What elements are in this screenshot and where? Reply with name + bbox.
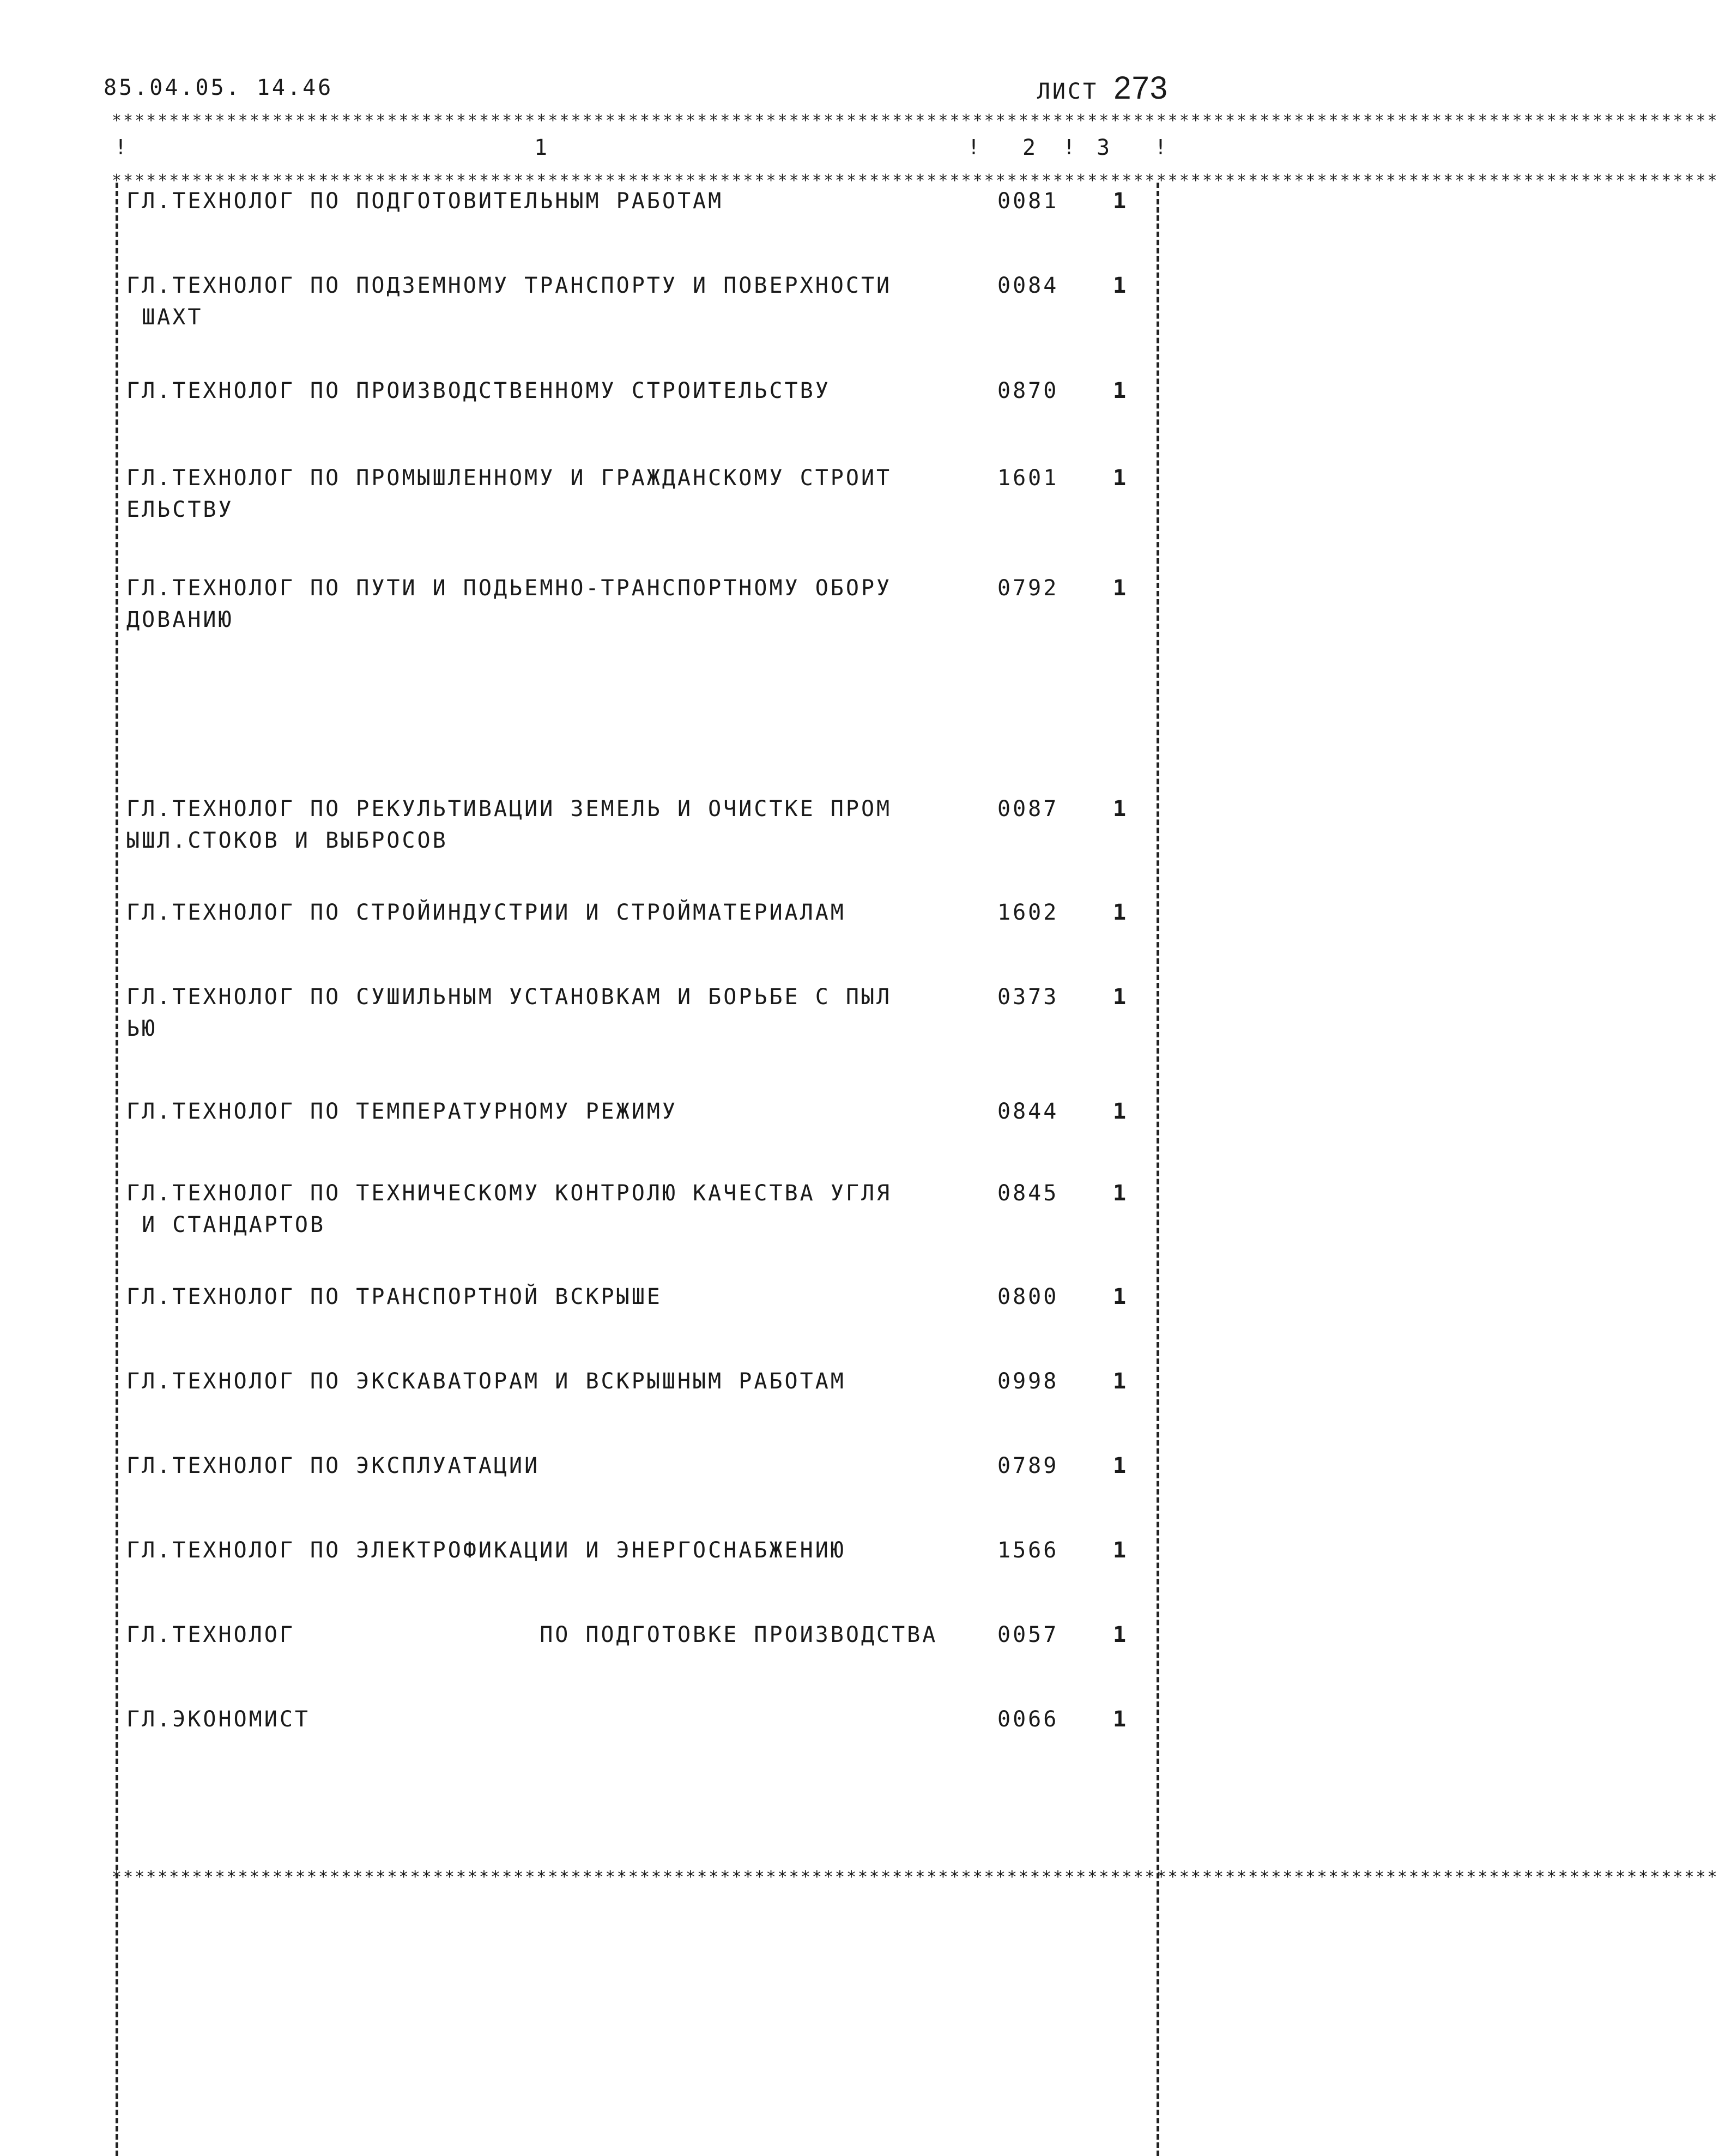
position-name: ГЛ.ТЕХНОЛОГ ПО СТРОЙИНДУСТРИИ И СТРОЙМАТЕРИАЛАМ <box>126 900 846 925</box>
position-code: 1602 <box>997 900 1059 925</box>
column-header-3: 3 <box>1097 135 1110 160</box>
position-code: 0066 <box>997 1707 1059 1732</box>
header-separator-col3: ! <box>1063 135 1075 159</box>
position-name: ГЛ.ТЕХНОЛОГ ПО ТЕМПЕРАТУРНОМУ РЕЖИМУ <box>126 1099 677 1124</box>
position-code: 0057 <box>997 1622 1059 1647</box>
position-name: ГЛ.ТЕХНОЛОГ ПО ЭКСПЛУАТАЦИИ <box>126 1453 540 1478</box>
position-code: 0373 <box>997 985 1059 1010</box>
position-quantity: 1 <box>1113 576 1127 601</box>
position-name: ГЛ.ТЕХНОЛОГ ПО ПОДЗЕМНОМУ ТРАНСПОРТУ И ПОВЕРХНОСТИ ШАХТ <box>126 273 892 330</box>
position-code: 0087 <box>997 796 1059 822</box>
position-name: ГЛ.ЭКОНОМИСТ <box>126 1707 310 1732</box>
position-name: ГЛ.ТЕХНОЛОГ ПО ПРОМЫШЛЕННОМУ И ГРАЖДАНСКОМУ СТРОИТ ЕЛЬСТВУ <box>126 466 892 522</box>
position-quantity: 1 <box>1113 1538 1127 1563</box>
position-code: 0792 <box>997 576 1059 601</box>
position-name: ГЛ.ТЕХНОЛОГ ПО ЭКСКАВАТОРАМ И ВСКРЫШНЫМ РАБОТАМ <box>126 1369 846 1394</box>
position-name: ГЛ.ТЕХНОЛОГ ПО ПРОИЗВОДСТВЕННОМУ СТРОИТЕЛЬСТВУ <box>126 378 831 403</box>
position-name: ГЛ.ТЕХНОЛОГ ПО ПУТИ И ПОДЬЕМНО-ТРАНСПОРТНОМУ ОБОРУ ДОВАНИЮ <box>126 576 892 632</box>
position-quantity: 1 <box>1113 900 1127 925</box>
position-name: ГЛ.ТЕХНОЛОГ ПО ТРАНСПОРТНОЙ ВСКРЫШЕ <box>126 1284 662 1309</box>
column-header-2: 2 <box>1022 135 1036 160</box>
position-quantity: 1 <box>1113 985 1127 1010</box>
sheet-label <box>1037 70 1168 106</box>
position-name: ГЛ.ТЕХНОЛОГ ПО ПОДГОТОВИТЕЛЬНЫМ РАБОТАМ <box>126 189 724 214</box>
table-right-border <box>1157 183 1159 2156</box>
position-code: 0084 <box>997 273 1059 298</box>
header-separator-col2: ! <box>967 135 980 159</box>
position-quantity: 1 <box>1113 273 1127 298</box>
position-code: 0998 <box>997 1369 1059 1394</box>
position-code: 0789 <box>997 1453 1059 1478</box>
sheet-label-text: ЛИСТ <box>1037 79 1099 104</box>
header-separator-right: ! <box>1154 135 1167 159</box>
position-code: 0870 <box>997 378 1059 403</box>
position-name: ГЛ.ТЕХНОЛОГ ПО ЭЛЕКТРОФИКАЦИИ И ЭНЕРГОСНАБЖЕНИЮ <box>126 1538 846 1563</box>
position-quantity: 1 <box>1113 1181 1127 1206</box>
sheet-number: 273 <box>1113 70 1168 106</box>
position-name: ГЛ.ТЕХНОЛОГ ПО ТЕХНИЧЕСКОМУ КОНТРОЛЮ КАЧЕСТВА УГЛЯ И СТАНДАРТОВ <box>126 1181 892 1237</box>
header-separator-left: ! <box>114 135 127 159</box>
position-quantity: 1 <box>1113 1453 1127 1478</box>
header-border: ******************************************************************************************************************************************** <box>112 171 1719 190</box>
table-left-border <box>116 183 118 2156</box>
column-header-1: 1 <box>534 135 548 160</box>
position-quantity: 1 <box>1113 1099 1127 1124</box>
position-name: ГЛ.ТЕХНОЛОГ ПО РЕКУЛЬТИВАЦИИ ЗЕМЕЛЬ И ОЧИСТКЕ ПРОМ ЫШЛ.СТОКОВ И ВЫБРОСОВ <box>126 796 892 853</box>
position-code: 0081 <box>997 189 1059 214</box>
position-name: ГЛ.ТЕХНОЛОГ ПО ПОДГОТОВКЕ ПРОИЗВОДСТВА <box>126 1622 938 1647</box>
position-code: 0800 <box>997 1284 1059 1309</box>
position-quantity: 1 <box>1113 796 1127 822</box>
position-code: 0844 <box>997 1099 1059 1124</box>
position-quantity: 1 <box>1113 378 1127 403</box>
position-quantity: 1 <box>1113 1622 1127 1647</box>
bottom-border: ******************************************************************************************************************************************** <box>112 1868 1719 1887</box>
print-timestamp: 85.04.05. 14.46 <box>104 75 334 100</box>
position-quantity: 1 <box>1113 1369 1127 1394</box>
position-code: 0845 <box>997 1181 1059 1206</box>
position-quantity: 1 <box>1113 466 1127 491</box>
position-name: ГЛ.ТЕХНОЛОГ ПО СУШИЛЬНЫМ УСТАНОВКАМ И БОРЬБЕ С ПЫЛ ЬЮ <box>126 985 892 1041</box>
top-border: ******************************************************************************************************************************************** <box>112 111 1719 130</box>
position-quantity: 1 <box>1113 189 1127 214</box>
position-quantity: 1 <box>1113 1284 1127 1309</box>
position-code: 1601 <box>997 466 1059 491</box>
position-code: 1566 <box>997 1538 1059 1563</box>
position-quantity: 1 <box>1113 1707 1127 1732</box>
